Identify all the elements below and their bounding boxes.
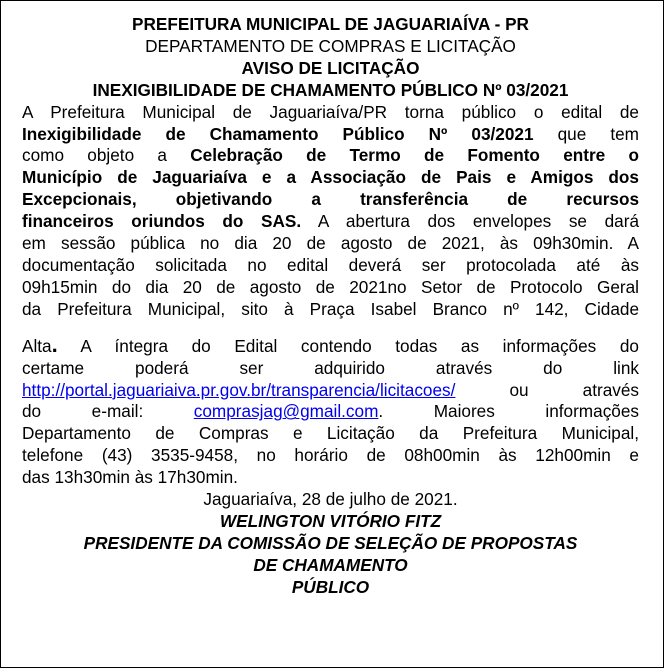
body-line: certame poderá ser adquirido através do link <box>22 357 639 378</box>
edital-link[interactable]: http://portal.jaguariaiva.pr.gov.br/transparencia/licitacoes/ <box>22 379 456 400</box>
body-line: documentação solicitada no edital deverá ser protocolada até às <box>22 254 639 275</box>
body-line: do e-mail: comprasjag@gmail.com. Maiores informações <box>22 401 639 422</box>
body-line: telefone (43) 3535-9458, no horário de 08h00min às 12h00min e <box>22 445 639 466</box>
signer-role: DE CHAMAMENTO <box>253 554 408 575</box>
municipality-title: PREFEITURA MUNICIPAL DE JAGUARIAÍVA - PR <box>132 14 529 34</box>
email-link[interactable]: comprasjag@gmail.com <box>193 401 379 422</box>
department-title: DEPARTAMENTO DE COMPRAS E LICITAÇÃO <box>145 35 516 56</box>
body-line: das 13h30min às 17h30min. <box>22 467 238 488</box>
notice-title: AVISO DE LICITAÇÃO <box>241 57 420 78</box>
body-line: financeiros oriundos do SAS. A abertura dos envelopes se dará <box>22 211 640 232</box>
signer-name: WELINGTON VITÓRIO FITZ <box>219 510 442 531</box>
signer-role: PRESIDENTE DA COMISSÃO DE SELEÇÃO DE PROPOSTAS <box>83 532 578 553</box>
body-line: em sessão pública no dia 20 de agosto de 2021, às 09h30min. A <box>22 233 639 254</box>
body-line: A Prefeitura Municipal de Jaguariaíva/PR torna público o edital de <box>22 101 639 122</box>
body-line: Departamento de Compras e Licitação da Prefeitura Municipal, <box>22 423 639 444</box>
body-line: Excepcionais, objetivando a transferência de recursos <box>22 189 639 210</box>
body-line: 09h15min do dia 20 de agosto de 2021no Setor de Protocolo Geral <box>22 276 639 297</box>
body-line: Alta. A íntegra do Edital contendo todas as informações do <box>22 331 639 357</box>
body-line: como objeto a Celebração de Termo de Fomento entre o <box>22 145 639 166</box>
notice-document <box>22 14 639 599</box>
body-line: http://portal.jaguariaiva.pr.gov.br/transparencia/licitacoes/ ou através <box>22 379 639 400</box>
body-line: Inexigibilidade de Chamamento Público Nº 03/2021 que tem <box>22 123 639 144</box>
process-title: INEXIGIBILIDADE DE CHAMAMENTO PÚBLICO Nº 03/2021 <box>92 79 569 100</box>
body-line: Município de Jaguariaíva e a Associação de Pais e Amigos dos <box>22 167 639 188</box>
date-line: Jaguariaíva, 28 de julho de 2021. <box>203 489 458 510</box>
signer-role: PÚBLICO <box>291 576 370 597</box>
body-line: da Prefeitura Municipal, sito à Praça Isabel Branco nº 142, Cidade <box>22 298 639 319</box>
